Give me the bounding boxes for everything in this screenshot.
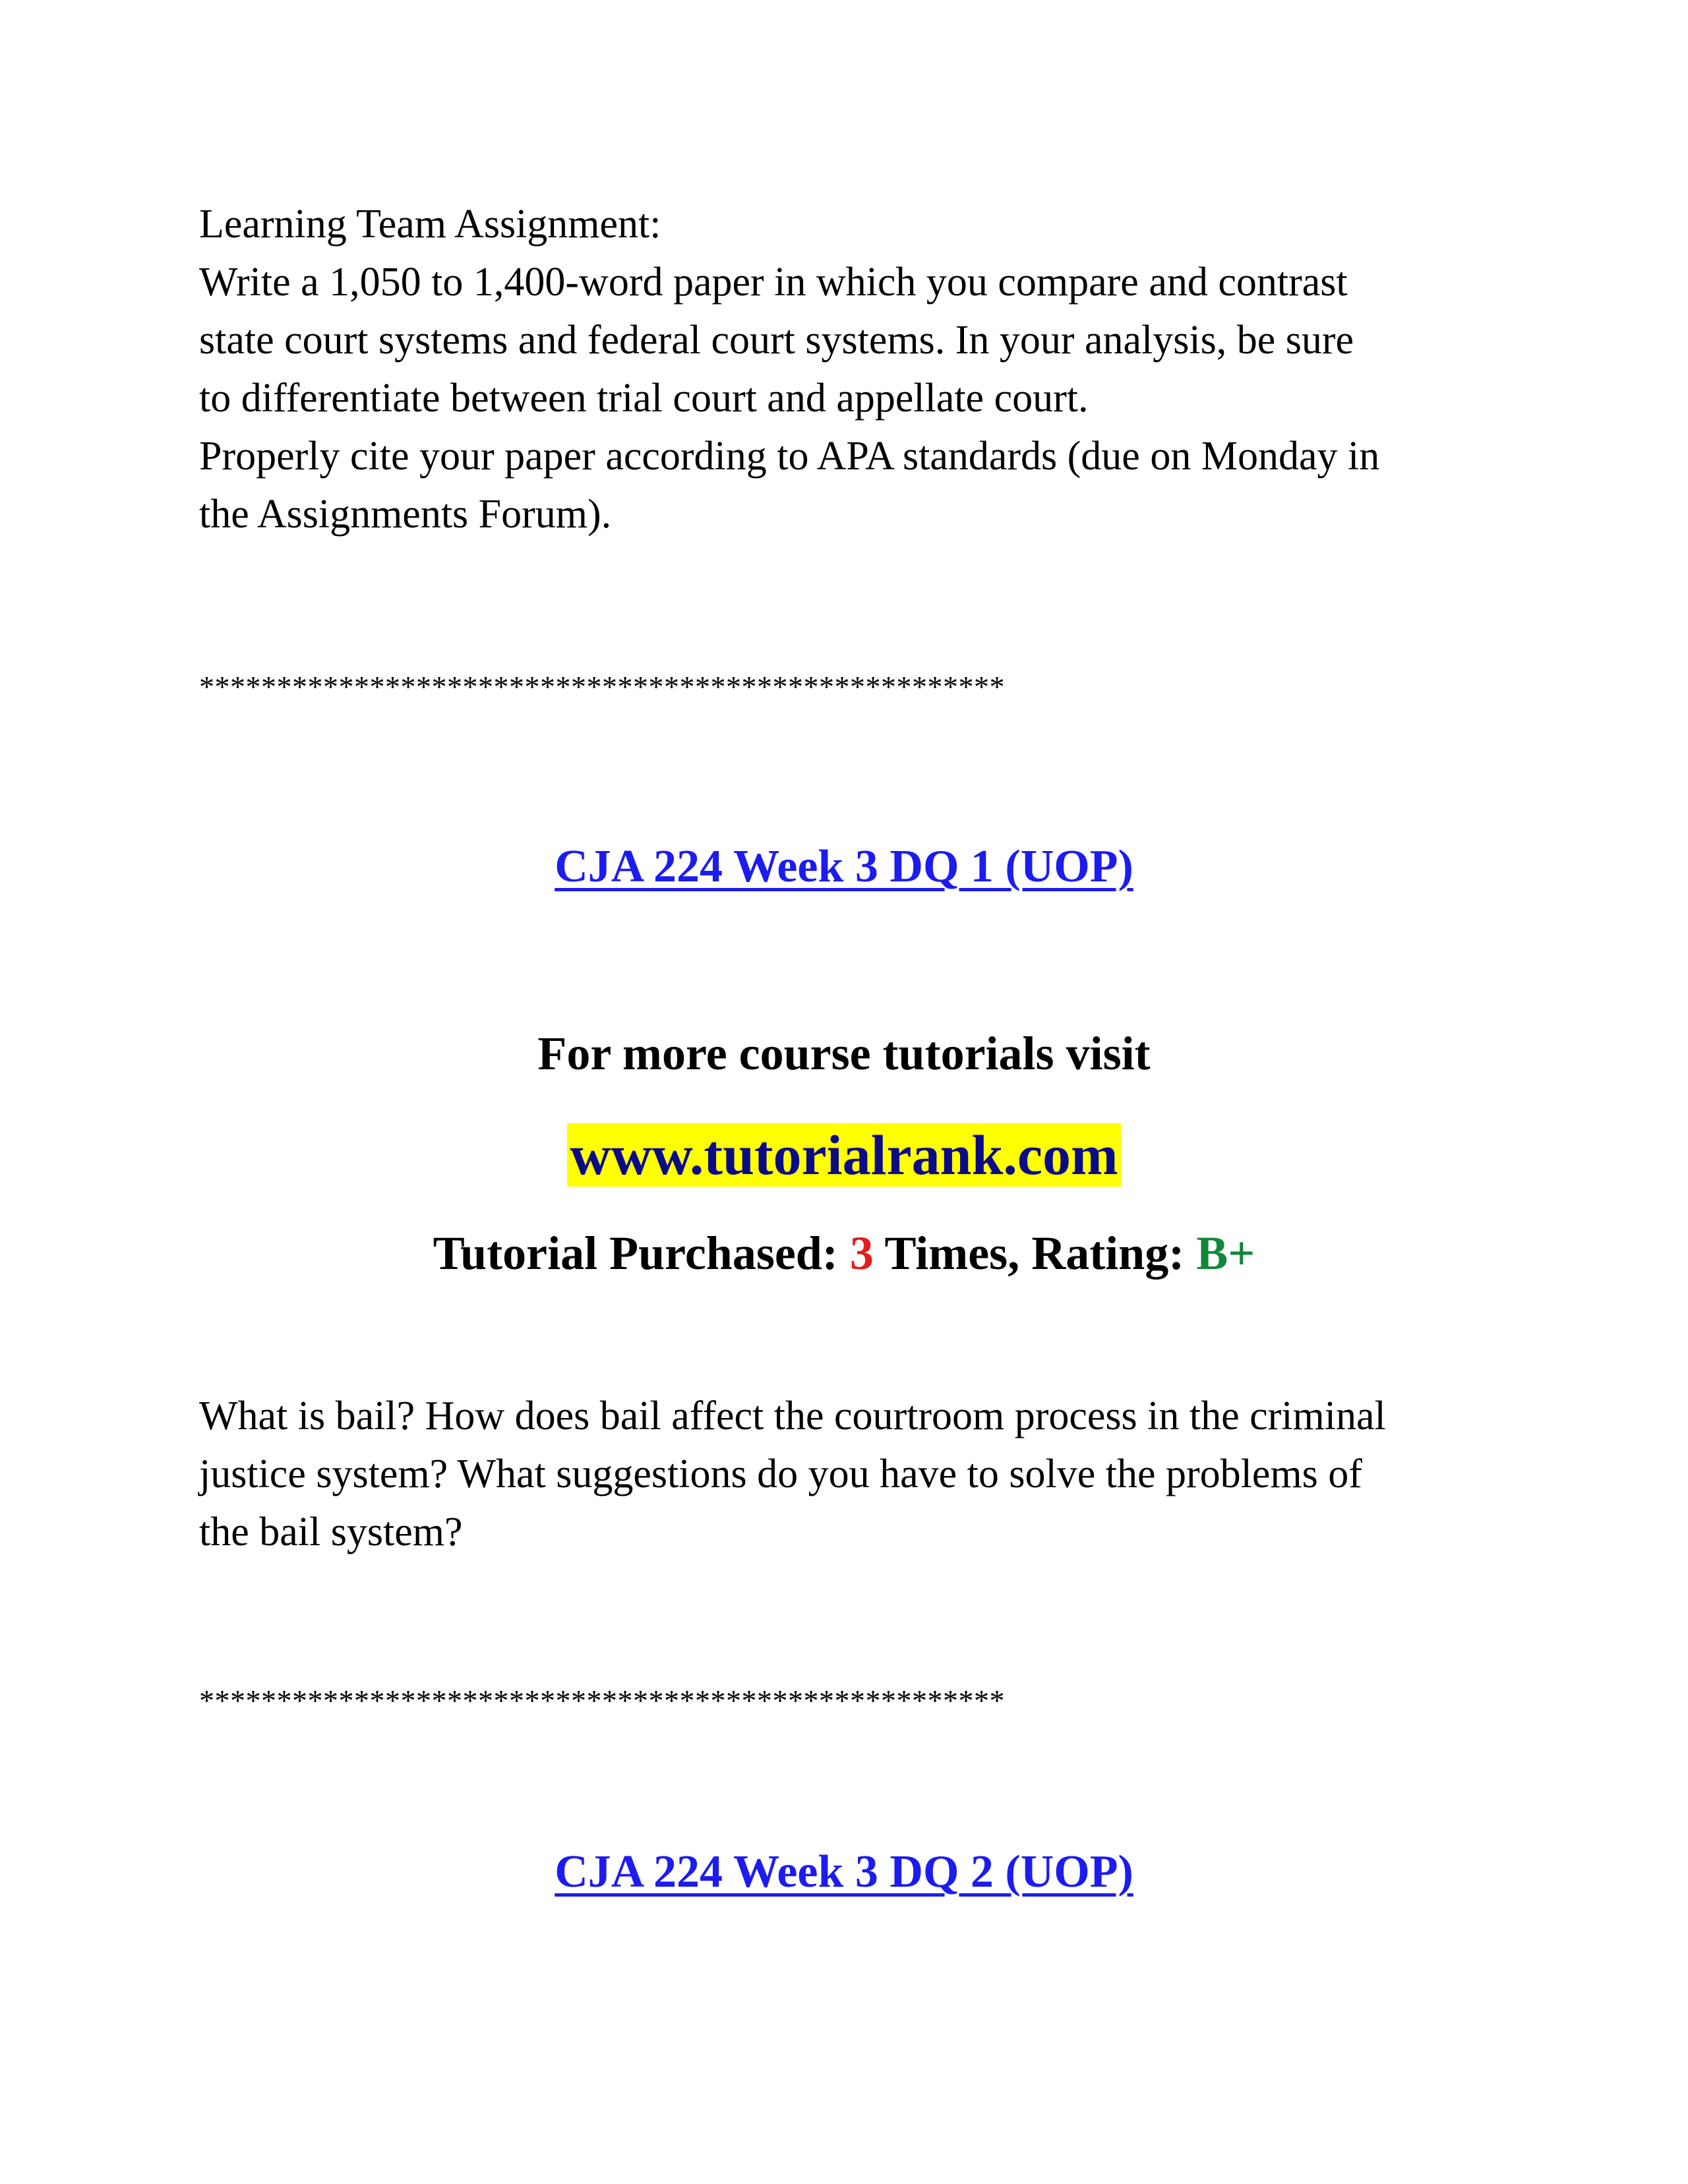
purchase-stats [0, 1224, 1688, 1283]
dq1-question-paragraph [199, 1387, 1518, 1561]
assignment-line: state court systems and federal court systems. In your analysis, be sure [199, 318, 1354, 363]
question-line: What is bail? How does bail affect the courtroom process in the criminal [199, 1394, 1386, 1438]
rating-value: B+ [1196, 1227, 1255, 1280]
separator-line: **************************************************** [199, 670, 1005, 703]
question-line: justice system? What suggestions do you have to solve the problems of [199, 1452, 1362, 1496]
dq1-title-heading [0, 837, 1688, 897]
dq2-title-link[interactable]: CJA 224 Week 3 DQ 2 (UOP) [555, 1846, 1133, 1897]
dq1-title-link[interactable]: CJA 224 Week 3 DQ 1 (UOP) [555, 841, 1133, 892]
url-heading [0, 1121, 1688, 1189]
purchased-label: Tutorial Purchased: [433, 1227, 838, 1280]
times-rating-label: Times, Rating: [884, 1227, 1185, 1280]
visit-text: For more course tutorials visit [537, 1027, 1151, 1080]
tutorial-url[interactable]: www.tutorialrank.com [567, 1123, 1120, 1187]
assignment-line: Write a 1,050 to 1,400-word paper in which you compare and contrast [199, 260, 1348, 305]
assignment-paragraph [199, 195, 1518, 543]
separator-line: **************************************************** [199, 1684, 1005, 1717]
question-line: the bail system? [199, 1510, 463, 1554]
dq2-title-heading [0, 1843, 1688, 1902]
assignment-line: the Assignments Forum). [199, 492, 612, 537]
assignment-heading: Learning Team Assignment: [199, 202, 661, 247]
assignment-line: to differentiate between trial court and appellate court. [199, 376, 1089, 421]
assignment-line: Properly cite your paper according to APA standards (due on Monday in [199, 434, 1380, 479]
purchased-count: 3 [849, 1227, 874, 1280]
